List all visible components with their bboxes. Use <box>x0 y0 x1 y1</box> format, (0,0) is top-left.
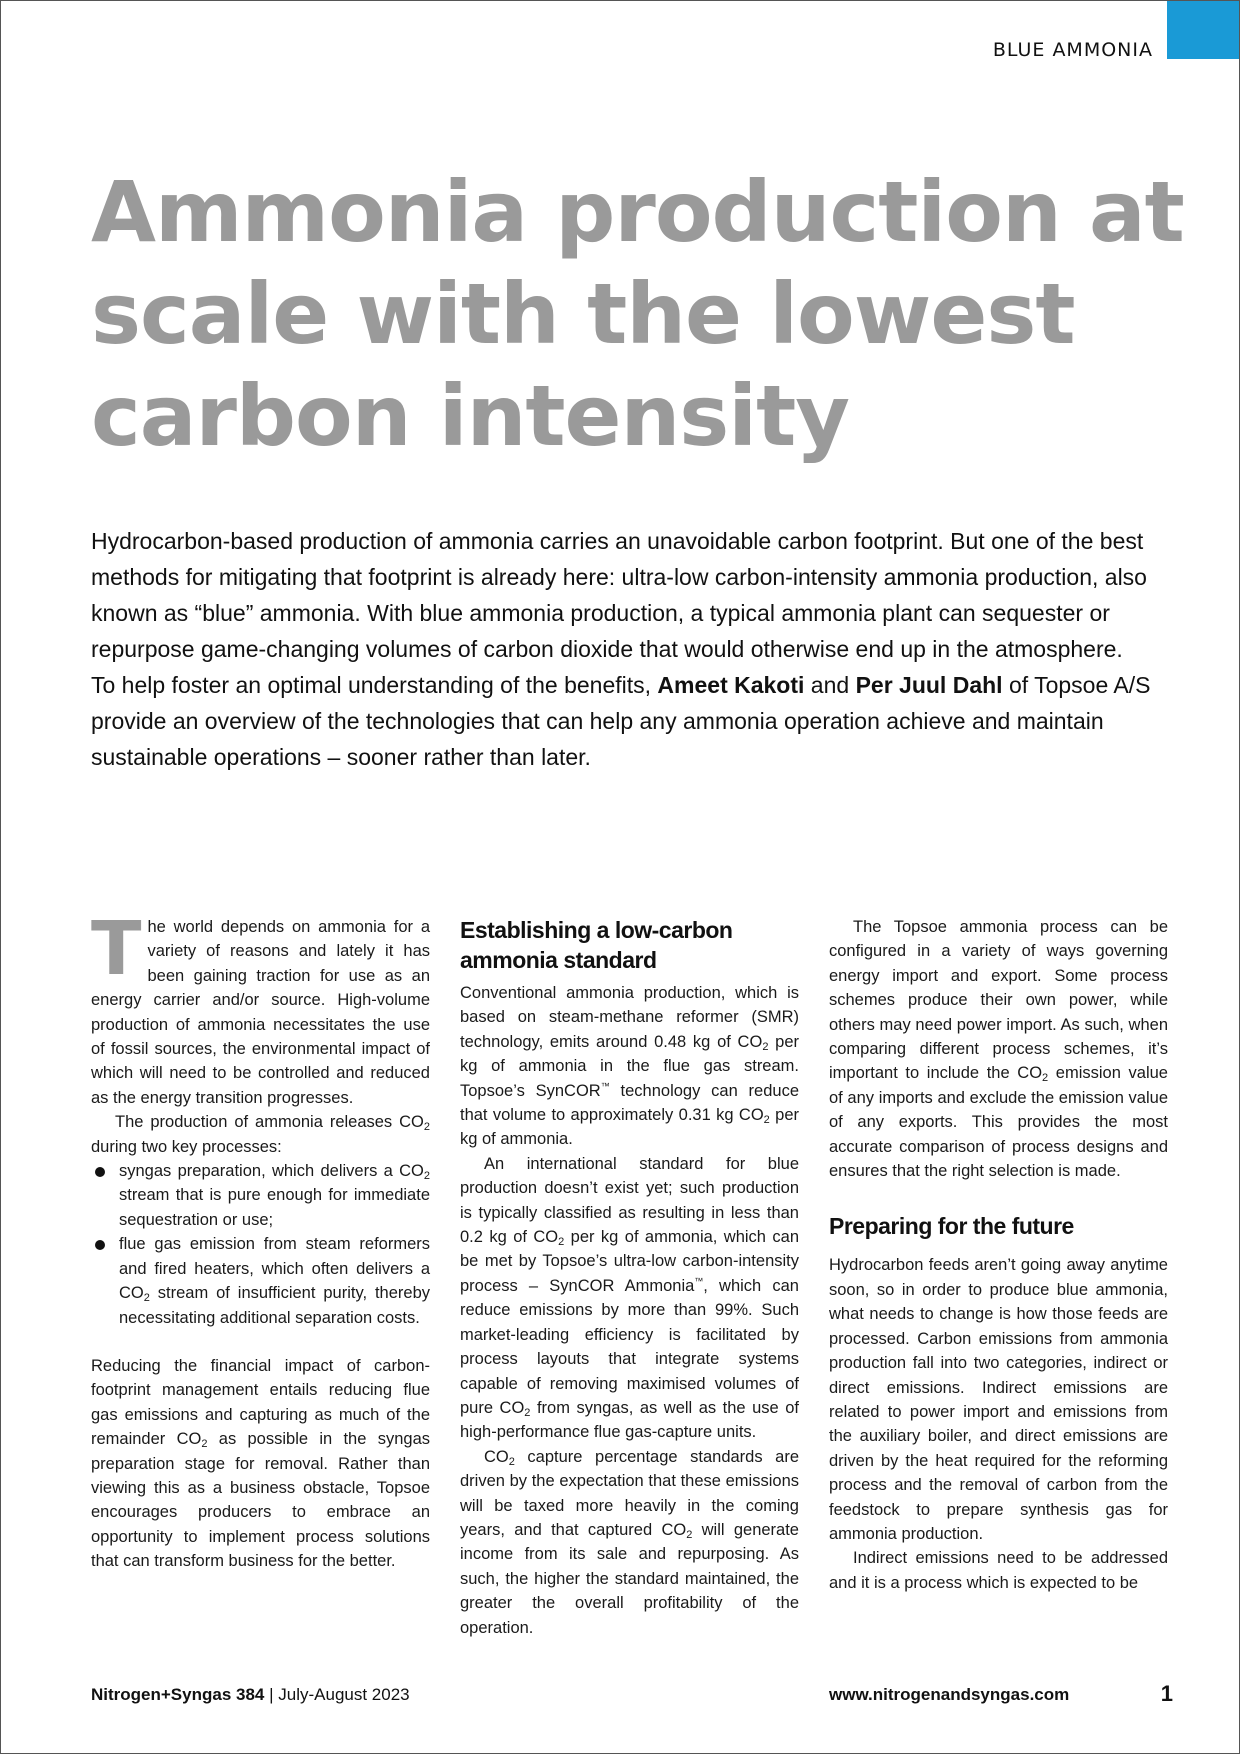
paragraph: The world depends on ammonia for a variety of reasons and lately it has been gaining traction for use as an energy carrier and/or source. High-volume production of ammonia necessitates the use of fossil sources, the environmental impact of which will need to be controlled and reduced as the energy transition progresses. <box>91 906 430 1107</box>
section-label: BLUE AMMONIA <box>992 39 1153 61</box>
section-color-tab <box>1167 1 1239 59</box>
body-column-3 <box>829 915 1168 1595</box>
paragraph: Conventional ammonia production, which is based on steam-methane reformer (SMR) technology, emits around 0.48 kg of $CO_2$ per kg of ammonia in the flue gas stream. Topsoe’s SynCOR™ technology can reduce that volume to approximately 0.31 kg $CO_2$ per kg of ammonia. <box>460 984 799 1149</box>
page-footer <box>91 1681 1173 1711</box>
section-heading: Preparing for the future <box>829 1213 1074 1240</box>
publication-info: Nitrogen+Syngas 384 | July-August 2023 <box>91 1685 410 1704</box>
standfirst: Hydrocarbon-based production of ammonia carries an unavoidable carbon footprint. But one of the best methods for mitigating that footprint is already here: ultra-low carbon-intensity ammonia production, also known as “blue” ammonia. With blue ammonia production, a typical ammonia plant can sequester or repurpose game-changing volumes of carbon dioxide that would otherwise end up in the atmosphere. To help foster an optimal understanding of the benefits, Ameet Kakoti and Per Juul Dahl of Topsoe A/S provide an overview of the technologies that can help any ammonia operation achieve and maintain sustainable operations – sooner rather than later. <box>91 528 1151 770</box>
bullet-list <box>91 1159 430 1330</box>
list-item: syngas preparation, which delivers a $CO_2$ stream that is pure enough for immediate sequestration or use; <box>91 1159 430 1232</box>
body-column-1 <box>91 906 430 1574</box>
paragraph: The production of ammonia releases $CO_2$ during two key processes: <box>91 1113 430 1156</box>
paragraph: The Topsoe ammonia process can be configured in a variety of ways governing energy import and export. Some process schemes produce their own power, while others may need power import. As such, when comparing different process schemes, it’s important to include the $CO_2$ emission value of any imports and exclude the emission value of any exports. This provides the most accurate comparison of process designs and ensures that the right selection is made. <box>829 918 1168 1181</box>
website-link[interactable]: www.nitrogenandsyngas.com <box>829 1685 1070 1704</box>
page-number: 1 <box>1160 1681 1173 1706</box>
author-name: Per Juul Dahl <box>855 672 1003 698</box>
section-heading: Establishing a low-carbon ammonia standard <box>460 917 733 973</box>
paragraph: Reducing the financial impact of carbon-footprint management entails reducing flue gas emissions and capturing as much of the remainder $CO_2$ as possible in the syngas preparation stage for removal. Rather than viewing this as a business obstacle, Topsoe encourages producers to embrace an opportunity to implement process solutions that can transform business for the better. <box>91 1356 430 1571</box>
paragraph: Indirect emissions need to be addressed and it is a process which is expected to be <box>829 1549 1168 1592</box>
article-title: Ammonia production at scale with the lowest carbon intensity <box>91 163 1184 465</box>
body-column-2 <box>460 915 799 1640</box>
paragraph: $CO_2$ capture percentage standards are driven by the expectation that these emissions will be taxed more heavily in the coming years, and that captured $CO_2$ will generate income from its sale and repurposing. As such, the higher the standard maintained, the greater the overall profitability of the operation. <box>460 1447 799 1637</box>
author-name: Ameet Kakoti <box>657 672 805 698</box>
paragraph: An international standard for blue production doesn’t exist yet; such production is typically classified as resulting in less than 0.2 kg of $CO_2$ per kg of ammonia, which can be met by Topsoe’s ultra-low carbon-intensity process – SynCOR Ammonia™, which can reduce emissions by more than 99%. Such market-leading efficiency is facilitated by process layouts that integrate systems capable of removing maximised volumes of pure $CO_2$ from syngas, as well as the use of high-performance flue gas-capture units. <box>460 1154 799 1442</box>
paragraph: Hydrocarbon feeds aren’t going away anytime soon, so in order to produce blue ammonia, what needs to change is how those feeds are processed. Carbon emissions from ammonia production fall into two categories, indirect or direct emissions. Indirect emissions are related to power import and emissions from the auxiliary boiler, and direct emissions are driven by the heat required for the reforming process and the removal of carbon from the feedstock to prepare synthesis gas for ammonia production. <box>829 1256 1168 1543</box>
drop-cap: T <box>91 906 142 992</box>
list-item: flue gas emission from steam reformers and fired heaters, which often delivers a $CO_2$ stream of insufficient purity, thereby necessitating additional separation costs. <box>91 1232 430 1330</box>
